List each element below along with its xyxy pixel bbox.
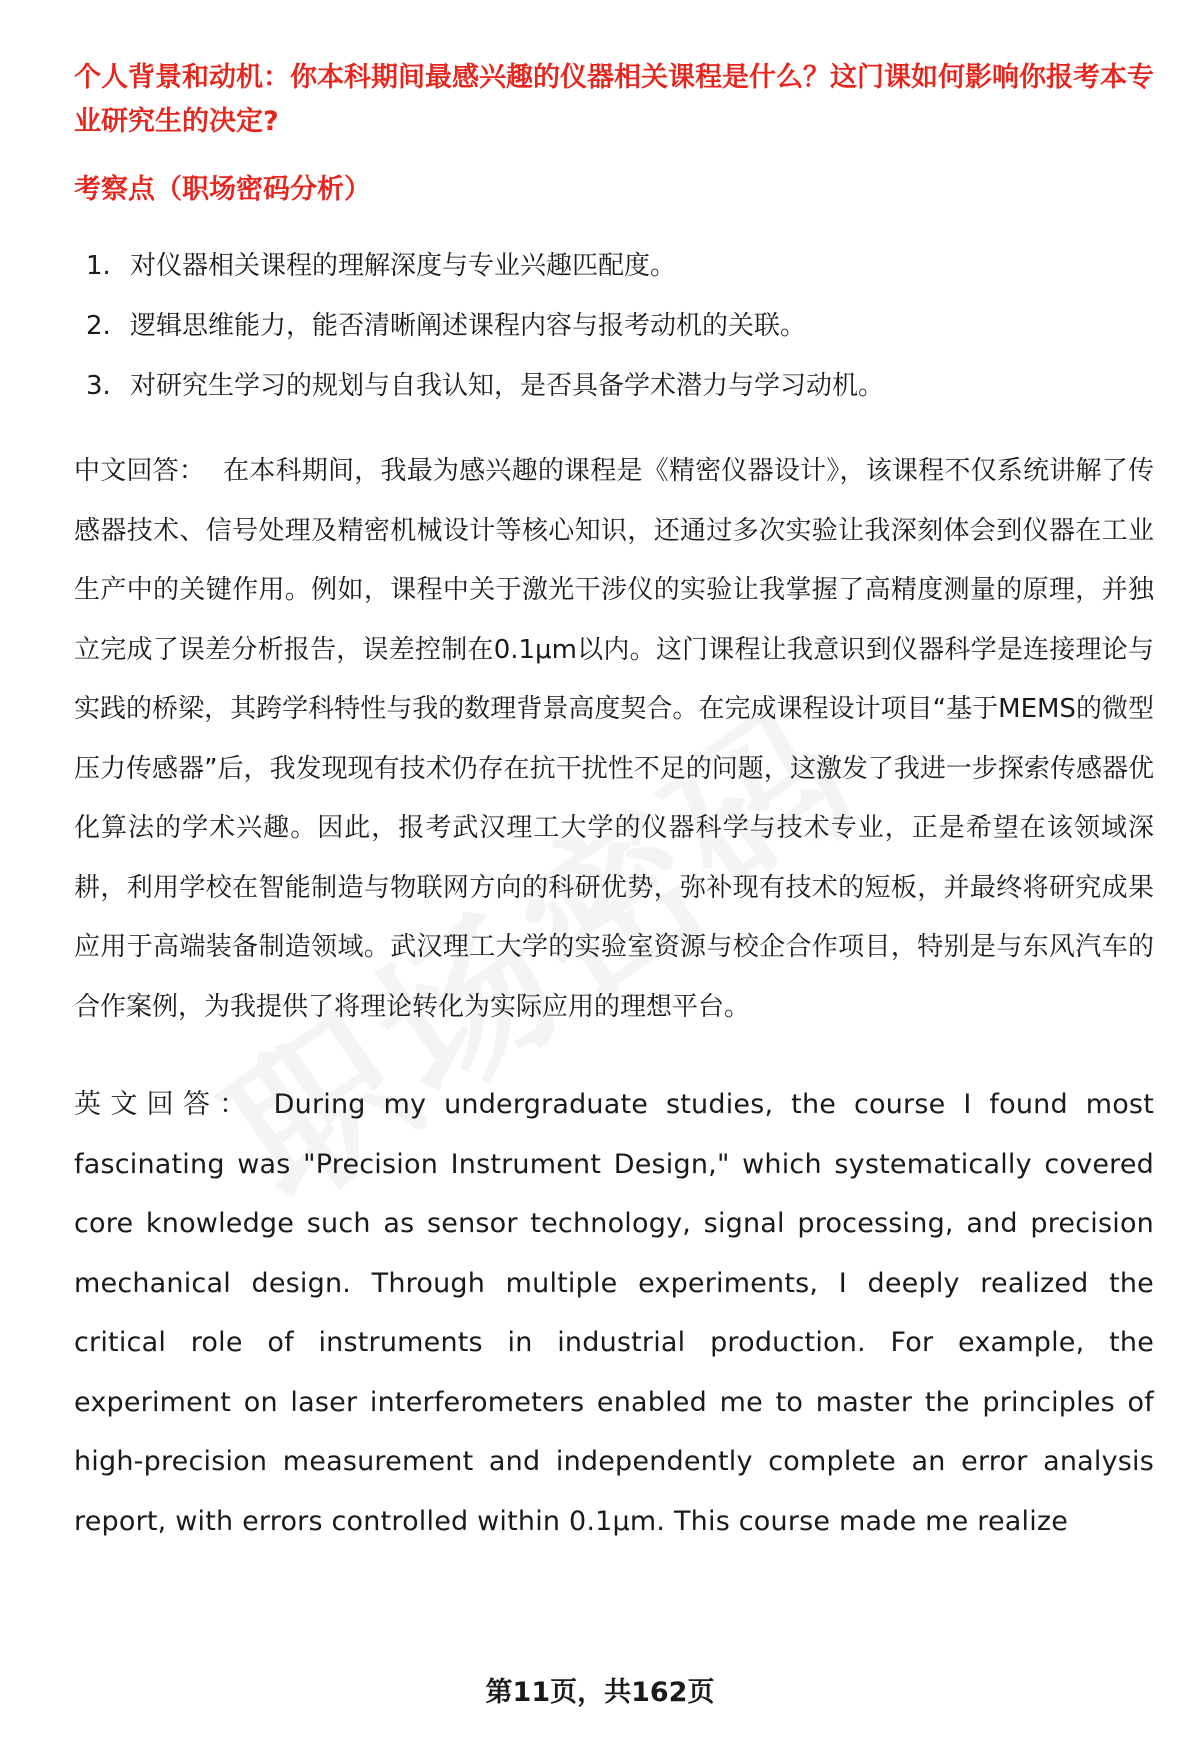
- list-item-number: 1.: [86, 251, 111, 281]
- list-item-number: 2.: [86, 311, 111, 341]
- section-title: 考察点（职场密码分析）: [74, 174, 371, 205]
- list-item-text: 对研究生学习的规划与自我认知，是否具备学术潜力与学习动机。: [130, 371, 885, 401]
- page-content: [74, 56, 1154, 1551]
- page-number-footer: 第11页，共162页: [485, 1677, 715, 1708]
- english-answer-text: During my undergraduate studies, the course I found most fascinating was "Precision Instrument Design," which systematically covered core knowledge such as sensor technology, signal processing, and precision mechanical design. Through multiple experiments, I deeply realized the critical role of instruments in industrial production. For example, the experiment on laser interferometers enabled me to master the principles of high-precision measurement and independently complete an error analysis report, with errors controlled within 0.1μm. This course made me realize: [74, 1089, 1154, 1537]
- list-item: [74, 356, 1154, 416]
- list-item-text: 对仪器相关课程的理解深度与专业兴趣匹配度。: [130, 251, 677, 281]
- list-item: [74, 296, 1154, 356]
- question-heading: 个人背景和动机：你本科期间最感兴趣的仪器相关课程是什么？这门课如何影响你报考本专业研究生的决定?: [74, 62, 1154, 137]
- list-item: [74, 236, 1154, 296]
- english-answer: [74, 1075, 1154, 1551]
- chinese-answer-text: 在本科期间，我最为感兴趣的课程是《精密仪器设计》，该课程不仅系统讲解了传感器技术、信号处理及精密机械设计等核心知识，还通过多次实验让我深刻体会到仪器在工业生产中的关键作用。例如，课程中关于激光干涉仪的实验让我掌握了高精度测量的原理，并独立完成了误差分析报告，误差控制在0.1μm以内。这门课程让我意识到仪器科学是连接理论与实践的桥梁，其跨学科特性与我的数理背景高度契合。在完成课程设计项目“基于MEMS的微型压力传感器”后，我发现现有技术仍存在抗干扰性不足的问题，这激发了我进一步探索传感器优化算法的学术兴趣。因此，报考武汉理工大学的仪器科学与技术专业，正是希望在该领域深耕，利用学校在智能制造与物联网方向的科研优势，弥补现有技术的短板，并最终将研究成果应用于高端装备制造领域。武汉理工大学的实验室资源与校企合作项目，特别是与东风汽车的合作案例，为我提供了将理论转化为实际应用的理想平台。: [74, 456, 1154, 1022]
- chinese-answer: [74, 442, 1154, 1037]
- assessment-points-list: [74, 236, 1154, 416]
- list-item-number: 3.: [86, 371, 111, 401]
- list-item-text: 逻辑思维能力，能否清晰阐述课程内容与报考动机的关联。: [130, 311, 807, 341]
- chinese-answer-label: 中文回答：: [74, 456, 206, 486]
- english-answer-label: 英文回答：: [74, 1089, 256, 1120]
